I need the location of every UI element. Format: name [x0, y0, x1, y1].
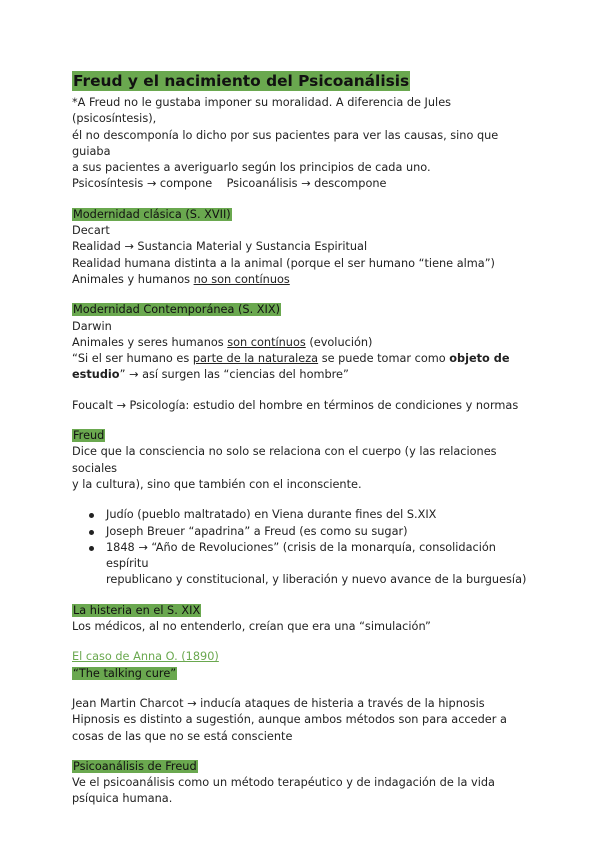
- underlined-text: no son contínuos: [193, 272, 290, 286]
- text-line: Jean Martin Charcot → inducía ataques de histeria a través de la hipnosis: [72, 696, 485, 710]
- underlined-text: parte de la naturaleza: [192, 352, 319, 366]
- text-span: ” → así surgen las “ciencias del hombre”: [119, 368, 349, 382]
- section-heading: Modernidad clásica (S. XVII): [73, 207, 231, 221]
- list-item: Joseph Breuer “apadrina” a Freud (es como su sugar): [106, 524, 532, 540]
- text-line: Hipnosis es distinto a sugestión, aunque ambos métodos son para acceder a: [72, 713, 507, 727]
- intro-section: [72, 95, 532, 193]
- bold-text: estudio: [72, 368, 120, 382]
- underlined-text: son contínuos: [227, 335, 306, 349]
- text-line: [72, 351, 532, 367]
- text-span: “Si el ser humano es: [72, 352, 193, 366]
- section-freud: [72, 428, 532, 589]
- text-span: Animales y humanos: [72, 272, 194, 286]
- intro-line: él no descomponía lo dicho por sus pacientes para ver las causas, sino que guiaba: [72, 128, 499, 158]
- text-line: Realidad humana distinta a la animal (porque el ser humano “tiene alma”): [72, 256, 495, 270]
- text-line: [72, 335, 532, 351]
- text-line: Dice que la consciencia no solo se relaciona con el cuerpo (y las relaciones sociales: [72, 445, 497, 475]
- text-line: psíquica humana.: [72, 792, 173, 806]
- text-line: y la cultura), sino que también con el inconsciente.: [72, 477, 362, 491]
- text-line: Ve el psicoanálisis como un método terapéutico y de indagación de la vida: [72, 776, 495, 790]
- section-psicoanalisis: [72, 759, 532, 808]
- foucalt-line: Foucalt → Psicología: estudio del hombre en términos de condiciones y normas: [72, 398, 519, 412]
- list-item: [106, 540, 532, 589]
- section-anna-o: [72, 649, 532, 682]
- bullet-list: [72, 507, 532, 588]
- section-heading: La histeria en el S. XIX: [73, 603, 201, 617]
- text-line: [72, 367, 532, 383]
- intro-comparison: Psicosíntesis → compone Psicoanálisis → descompone: [72, 177, 387, 191]
- section-heading: Modernidad Contemporánea (S. XIX): [73, 303, 280, 317]
- text-line: Realidad → Sustancia Material y Sustancia Espiritual: [72, 240, 368, 254]
- list-item-line: republicano y constitucional, y liberación y nuevo avance de la burguesía): [106, 573, 527, 587]
- section-heading: Freud: [73, 429, 105, 443]
- text-span: se puede tomar como: [318, 352, 450, 366]
- intro-line: *A Freud no le gustaba imponer su moralidad. A diferencia de Jules (psicosíntesis),: [72, 96, 452, 126]
- section-subheading: “The talking cure”: [73, 666, 177, 680]
- anna-o-link[interactable]: El caso de Anna O. (1890): [72, 650, 219, 664]
- bold-text: objeto de: [449, 352, 510, 366]
- section-modernidad-contemporanea: [72, 302, 532, 383]
- page-title: Freud y el nacimiento del Psicoanálisis: [73, 72, 410, 90]
- section-charcot: [72, 696, 532, 745]
- list-item-line: 1848 → “Año de Revoluciones” (crisis de la monarquía, consolidación espíritu: [106, 540, 496, 571]
- section-modernidad-clasica: [72, 207, 532, 288]
- intro-line: a sus pacientes a averiguarlo según los principios de cada uno.: [72, 161, 431, 175]
- text-line: [72, 272, 532, 288]
- text-span: Animales y seres humanos: [72, 335, 228, 349]
- text-span: (evolución): [305, 335, 373, 349]
- section-histeria: [72, 603, 532, 636]
- section-heading: Psicoanálisis de Freud: [73, 759, 197, 773]
- text-line: Decart: [72, 224, 110, 238]
- text-line: cosas de las que no se está consciente: [72, 729, 293, 743]
- text-line: Darwin: [72, 319, 112, 333]
- text-line: Los médicos, al no entenderlo, creían que era una “simulación”: [72, 620, 431, 634]
- document-body: [72, 71, 532, 808]
- list-item: Judío (pueblo maltratado) en Viena durante fines del S.XIX: [106, 507, 532, 523]
